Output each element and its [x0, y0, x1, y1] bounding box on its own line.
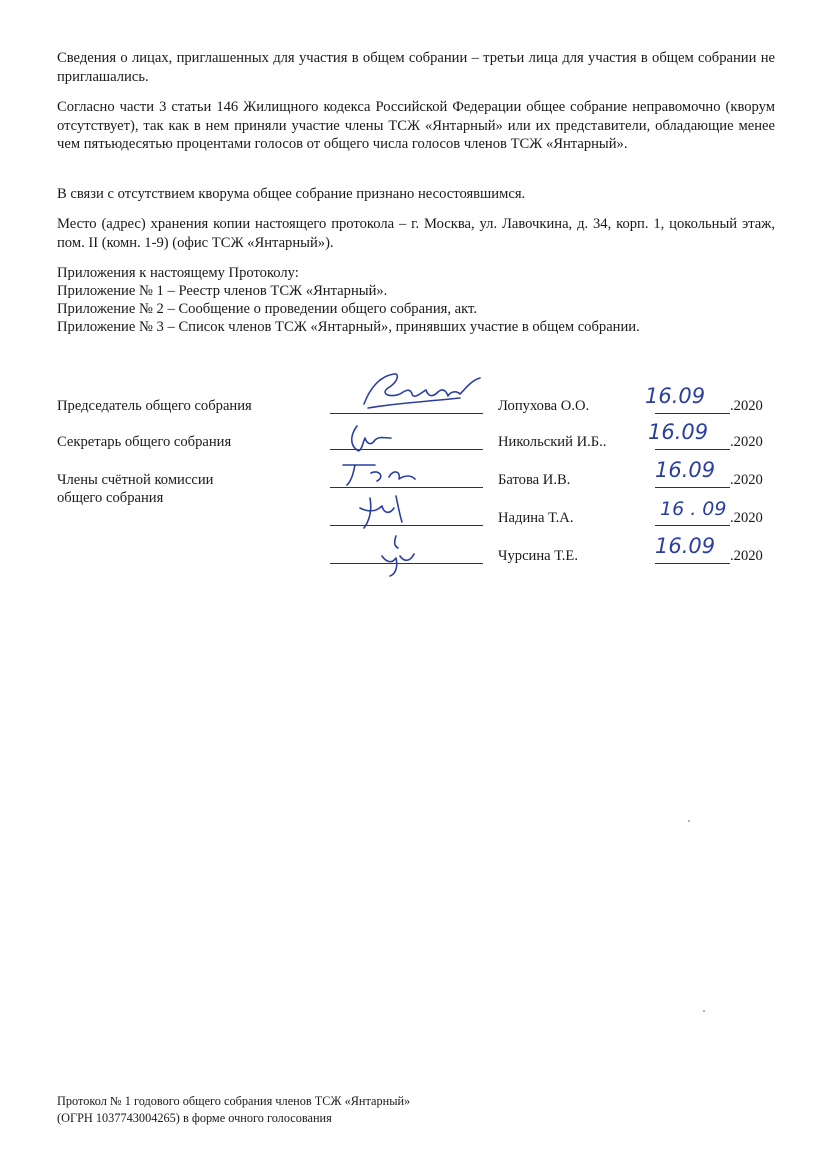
commission-role-label: общего собрания	[57, 490, 164, 506]
scan-speck	[703, 1010, 705, 1012]
date-year: .2020	[730, 472, 763, 488]
secretary-role-label: Секретарь общего собрания	[57, 434, 232, 450]
signatory-name: Никольский И.Б..	[498, 434, 607, 450]
handwritten-date: 16 . 09	[660, 498, 727, 520]
handwritten-date: 16.09	[655, 534, 716, 558]
date-line	[655, 413, 730, 414]
date-year: .2020	[730, 548, 763, 564]
paragraph-quorum: Согласно части 3 статьи 146 Жилищного кодекса Российской Федерации общее собрание неправомочно (кворум отсутствует), так как в нем приняли участие члены ТСЖ «Янтарный» или их представители, обладающие менее чем пятьюдесятью процентами голосов от общего числа голосов членов ТСЖ «Янтарный».	[57, 99, 775, 152]
attachment-item: Приложение № 3 – Список членов ТСЖ «Янтарный», принявших участие в общем собрании.	[57, 319, 640, 335]
commission-role-label: Члены счётной комиссии	[57, 472, 214, 488]
footer-line: Протокол № 1 годового общего собрания членов ТСЖ «Янтарный»	[57, 1094, 411, 1108]
signatory-name: Чурсина Т.Е.	[498, 548, 578, 564]
attachments-heading: Приложения к настоящему Протоколу:	[57, 265, 299, 281]
handwritten-signature	[335, 455, 445, 495]
handwritten-date: 16.09	[645, 384, 706, 408]
date-line	[655, 563, 730, 564]
paragraph-invited-persons: Сведения о лицах, приглашенных для участия в общем собрании – третьи лица для участия в общем собрании не приглашались.	[57, 50, 775, 85]
signatory-name: Надина Т.А.	[498, 510, 574, 526]
attachment-item: Приложение № 2 – Сообщение о проведении общего собрания, акт.	[57, 301, 477, 317]
date-year: .2020	[730, 398, 763, 414]
handwritten-date: 16.09	[648, 420, 709, 444]
chair-role-label: Председатель общего собрания	[57, 398, 252, 414]
scan-speck	[688, 820, 690, 822]
date-year: .2020	[730, 510, 763, 526]
attachment-item: Приложение № 1 – Реестр членов ТСЖ «Янтарный».	[57, 283, 388, 299]
handwritten-signature	[350, 490, 430, 535]
date-line	[655, 487, 730, 488]
paragraph-storage-address: Место (адрес) хранения копии настоящего протокола – г. Москва, ул. Лавочкина, д. 34, корп. 1, цокольный этаж, пом. II (комн. 1-9) (офис ТСЖ «Янтарный»).	[57, 216, 775, 251]
footer-line: (ОГРН 1037743004265) в форме очного голосования	[57, 1111, 332, 1125]
handwritten-signature	[350, 368, 500, 418]
date-year: .2020	[730, 434, 763, 450]
handwritten-date: 16.09	[655, 458, 716, 482]
date-line	[655, 449, 730, 450]
signatory-name: Батова И.В.	[498, 472, 571, 488]
paragraph-meeting-failed: В связи с отсутствием кворума общее собрание признано несостоявшимся.	[57, 186, 526, 202]
handwritten-signature	[370, 530, 450, 580]
signatory-name: Лопухова О.О.	[498, 398, 590, 414]
handwritten-signature	[345, 420, 415, 460]
date-line	[655, 525, 730, 526]
